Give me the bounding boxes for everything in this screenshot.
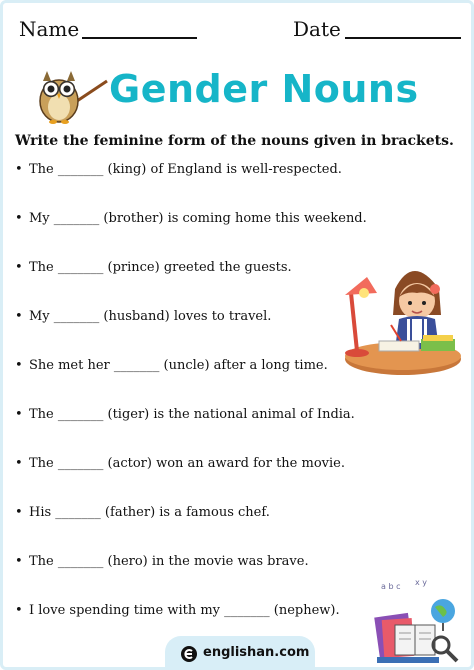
question-text: The _______ (tiger) is the national animal of India. — [29, 407, 355, 422]
question-text: The _______ (actor) won an award for the movie. — [29, 456, 345, 471]
name-label: Name — [19, 17, 80, 41]
svg-text:a b c: a b c — [381, 582, 401, 591]
instructions: Write the feminine form of the nouns given in brackets. — [15, 133, 454, 149]
footer-badge — [165, 636, 315, 670]
girl-studying-illustration — [337, 253, 463, 383]
question-text: She met her _______ (uncle) after a long time. — [29, 358, 328, 373]
question-text: The _______ (prince) greeted the guests. — [29, 260, 292, 275]
bullet: • — [15, 309, 23, 324]
question-2 — [15, 211, 367, 226]
question-text: The _______ (hero) in the movie was brave. — [29, 554, 309, 569]
question-5 — [15, 358, 328, 373]
question-3 — [15, 260, 292, 275]
question-7 — [15, 456, 345, 471]
bullet: • — [15, 162, 23, 177]
englishan-logo-icon — [181, 646, 197, 662]
bullet: • — [15, 211, 23, 226]
question-text: My _______ (husband) loves to travel. — [29, 309, 272, 324]
date-label: Date — [293, 17, 341, 41]
books-globe-illustration — [371, 575, 463, 667]
question-text: His _______ (father) is a famous chef. — [29, 505, 270, 520]
question-6 — [15, 407, 355, 422]
bullet: • — [15, 456, 23, 471]
svg-text:x y: x y — [415, 578, 428, 587]
bullet: • — [15, 358, 23, 373]
footer-site-link[interactable]: englishan.com — [203, 645, 310, 660]
question-text: The _______ (king) of England is well-respected. — [29, 162, 342, 177]
question-8 — [15, 505, 270, 520]
owl-teacher-icon — [33, 61, 109, 127]
bullet: • — [15, 260, 23, 275]
question-9 — [15, 554, 309, 569]
question-1 — [15, 162, 342, 177]
page-title: Gender Nouns — [109, 67, 419, 111]
question-text: My _______ (brother) is coming home this weekend. — [29, 211, 367, 226]
question-4 — [15, 309, 271, 324]
question-text: I love spending time with my _______ (nephew). — [29, 603, 340, 618]
name-line — [82, 37, 197, 39]
date-line — [345, 37, 461, 39]
bullet: • — [15, 407, 23, 422]
bullet: • — [15, 505, 23, 520]
bullet: • — [15, 603, 23, 618]
question-10 — [15, 603, 340, 618]
bullet: • — [15, 554, 23, 569]
